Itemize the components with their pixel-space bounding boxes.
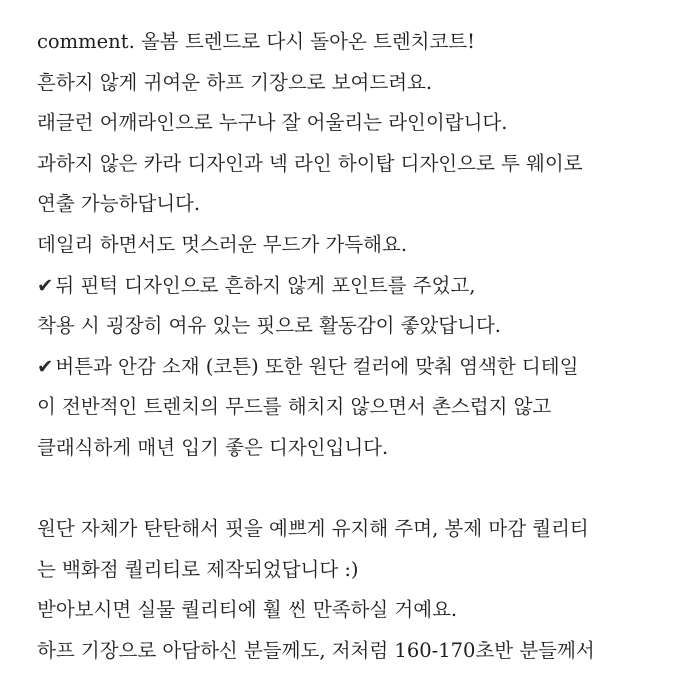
description-line: 흔하지 않게 귀여운 하프 기장으로 보여드려요. [37,70,433,94]
description-line: 원단 자체가 탄탄해서 핏을 예쁘게 유지해 주며, 봉제 마감 퀄리티 [37,517,589,541]
description-line-checked [37,347,667,388]
description-line: 는 백화점 퀄리티로 제작되었답니다 :) [37,557,359,581]
description-line: 래글런 어깨라인으로 누구나 잘 어울리는 라인이랍니다. [37,111,508,135]
description-line-checked [37,266,667,307]
description-line: 클래식하게 매년 입기 좋은 디자인입니다. [37,435,389,459]
description-line: comment. 올봄 트렌드로 다시 돌아온 트렌치코트! [37,30,475,53]
description-line: 하프 기장으로 아담하신 분들께도, 저처럼 160-170초반 분들께서 [37,638,595,662]
description-line-text: 뒤 핀턱 디자인으로 흔하지 않게 포인트를 주었고, [55,273,476,297]
description-line: 데일리 하면서도 멋스러운 무드가 가득해요. [37,232,408,256]
description-line: 연출 가능하답니다. [37,192,201,216]
description-line-text: 버튼과 안감 소재 (코튼) 또한 원단 컬러에 맞춰 염색한 디테일 [55,354,579,378]
product-description [37,22,667,672]
check-icon: ✔ [37,354,54,378]
blank-line [37,469,667,510]
description-line: 받아보시면 실물 퀄리티에 훨 씬 만족하실 거예요. [37,598,458,622]
description-line: 과하지 않은 카라 디자인과 넥 라인 하이탑 디자인으로 투 웨이로 [37,151,583,175]
description-line: 이 전반적인 트렌치의 무드를 해치지 않으면서 촌스럽지 않고 [37,395,552,419]
description-line: 착용 시 굉장히 여유 있는 핏으로 활동감이 좋았답니다. [37,314,502,338]
check-icon: ✔ [37,273,54,297]
